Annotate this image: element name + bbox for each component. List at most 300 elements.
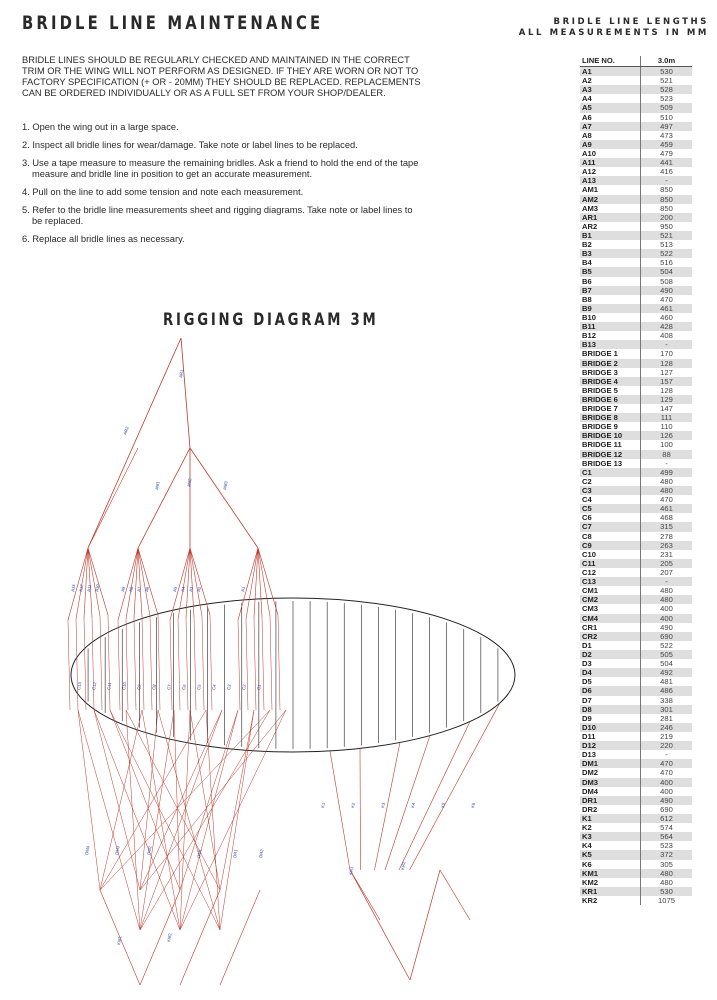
- line-length-cell: 88: [662, 449, 671, 459]
- line-name-cell: DR2: [580, 805, 641, 814]
- line-name-cell: CR1: [580, 623, 641, 632]
- line-name-cell: BRIDGE 13: [580, 459, 641, 468]
- bridle-length-table: [580, 56, 692, 905]
- line-label: C6: [181, 684, 187, 691]
- line-label: A12: [78, 583, 85, 593]
- line-name-cell: D11: [580, 732, 641, 741]
- line-label: A9: [120, 586, 126, 593]
- line-length-cell: 950: [660, 221, 673, 231]
- table-row: [580, 94, 692, 103]
- line-length-cell: 315: [660, 522, 673, 532]
- bridle-line: [180, 710, 286, 930]
- line-name-cell: AM2: [580, 195, 641, 204]
- line-length-cell: 480: [660, 595, 673, 605]
- line-name-cell: C4: [580, 495, 641, 504]
- bridle-line: [110, 710, 180, 890]
- bridle-line: [246, 619, 248, 710]
- line-length-cell: -: [665, 340, 668, 350]
- line-name-cell: BRIDGE 12: [580, 450, 641, 459]
- line-label: K6: [470, 802, 476, 809]
- line-name-cell: AM1: [580, 185, 641, 194]
- table-row: [580, 277, 692, 286]
- bridle-line: [190, 448, 258, 548]
- line-name-cell: D8: [580, 705, 641, 714]
- table-row: [580, 413, 692, 422]
- table-row: [580, 295, 692, 304]
- line-name-cell: A13: [580, 176, 641, 185]
- table-row: [580, 878, 692, 887]
- line-length-cell: 521: [660, 76, 673, 86]
- table-row: [580, 240, 692, 249]
- line-length-cell: -: [665, 458, 668, 468]
- line-label: AM3: [222, 480, 229, 491]
- line-name-cell: A2: [580, 76, 641, 85]
- table-row: [580, 213, 692, 222]
- line-name-cell: B1: [580, 231, 641, 240]
- line-length-cell: 459: [660, 139, 673, 149]
- line-length-cell: 278: [660, 531, 673, 541]
- bridle-line: [100, 616, 102, 710]
- line-name-cell: AR2: [580, 222, 641, 231]
- line-label: C1: [256, 684, 262, 691]
- line-name-cell: C5: [580, 504, 641, 513]
- table-row: [580, 641, 692, 650]
- table-row: [580, 768, 692, 777]
- line-length-cell: 470: [660, 768, 673, 778]
- table-row: [580, 322, 692, 331]
- line-label: C10: [121, 681, 128, 691]
- line-length-cell: 479: [660, 148, 673, 158]
- line-name-cell: B2: [580, 240, 641, 249]
- line-name-cell: A6: [580, 113, 641, 122]
- table-row: [580, 614, 692, 623]
- table-row: [580, 677, 692, 686]
- bridle-line: [68, 620, 70, 710]
- lengths-header: [519, 17, 709, 39]
- line-length-cell: -: [665, 176, 668, 186]
- line-name-cell: D5: [580, 677, 641, 686]
- line-length-cell: 504: [660, 659, 673, 669]
- line-label: C12: [91, 681, 98, 691]
- line-name-cell: BRIDGE 10: [580, 431, 641, 440]
- bridle-line: [76, 619, 78, 710]
- line-label: A5: [172, 586, 178, 593]
- line-name-cell: K1: [580, 814, 641, 823]
- bridle-line: [94, 710, 140, 890]
- table-row: [580, 231, 692, 240]
- bridle-line: [170, 620, 172, 710]
- intro-paragraph: BRIDLE LINES SHOULD BE REGULARLY CHECKED AND MAINTAINED IN THE CORRECT TRIM OR THE WING WILL NOT PERFORM AS DESIGNED. IF THEY ARE WORN OR NOT TO FACTORY SPECIFICATION (+ OR - 20MM) THEY SHOULD BE REPLACED. REPLACEMENTS CAN BE ORDERED INDIVIDUALLY OR AS A FULL SET FROM YOUR SHOP/DEALER.: [22, 55, 421, 98]
- line-length-cell: 690: [660, 631, 673, 641]
- line-label: C3: [226, 684, 232, 691]
- line-label: C9: [136, 684, 142, 691]
- bridle-line: [134, 618, 136, 710]
- table-row: [580, 486, 692, 495]
- line-length-cell: 480: [660, 476, 673, 486]
- line-length-cell: 480: [660, 868, 673, 878]
- line-label: KM2: [166, 932, 173, 943]
- table-row: [580, 504, 692, 513]
- table-row: [580, 459, 692, 468]
- table-row: [580, 340, 692, 349]
- line-name-cell: DM1: [580, 759, 641, 768]
- line-label: DM1: [196, 848, 203, 859]
- line-length-cell: 470: [660, 294, 673, 304]
- table-row: [580, 468, 692, 477]
- line-length-cell: 400: [660, 786, 673, 796]
- line-length-cell: 499: [660, 467, 673, 477]
- line-name-cell: D4: [580, 668, 641, 677]
- line-label: A1: [240, 586, 246, 593]
- table-row: [580, 577, 692, 586]
- bridle-line: [118, 548, 138, 620]
- line-name-cell: BRIDGE 6: [580, 395, 641, 404]
- table-row: [580, 477, 692, 486]
- line-name-cell: DM4: [580, 787, 641, 796]
- line-label: C13: [76, 681, 83, 691]
- line-length-cell: 523: [660, 94, 673, 104]
- line-name-cell: C9: [580, 541, 641, 550]
- table-row: [580, 103, 692, 112]
- line-name-cell: KM2: [580, 878, 641, 887]
- table-row: [580, 185, 692, 194]
- line-name-cell: A9: [580, 140, 641, 149]
- line-length-cell: 100: [660, 440, 673, 450]
- table-row: [580, 176, 692, 185]
- bridle-line: [174, 710, 180, 890]
- table-row: [580, 805, 692, 814]
- table-row: [580, 550, 692, 559]
- line-name-cell: DM3: [580, 778, 641, 787]
- line-name-cell: BRIDGE 8: [580, 413, 641, 422]
- line-name-cell: BRIDGE 1: [580, 349, 641, 358]
- line-name-cell: B9: [580, 304, 641, 313]
- line-name-cell: B13: [580, 340, 641, 349]
- line-label: K4: [410, 802, 416, 809]
- bridle-line: [118, 620, 120, 710]
- line-name-cell: AR1: [580, 213, 641, 222]
- line-name-cell: BRIDGE 2: [580, 359, 641, 368]
- bridle-line: [100, 710, 206, 890]
- line-length-cell: 400: [660, 604, 673, 614]
- line-name-cell: B3: [580, 249, 641, 258]
- line-name-cell: C8: [580, 532, 641, 541]
- table-row: [580, 623, 692, 632]
- rigging-diagram: [0, 330, 560, 1000]
- line-length-cell: 690: [660, 804, 673, 814]
- line-label: DR2: [258, 849, 265, 859]
- bridle-line: [138, 448, 190, 548]
- line-name-cell: A3: [580, 85, 641, 94]
- line-label: C2: [241, 684, 247, 691]
- line-label: C7: [166, 684, 172, 691]
- table-row: [580, 167, 692, 176]
- line-length-cell: 509: [660, 103, 673, 113]
- table-row: [580, 386, 692, 395]
- line-name-cell: D1: [580, 641, 641, 650]
- table-row: [580, 841, 692, 850]
- line-length-cell: 470: [660, 495, 673, 505]
- line-name-cell: D13: [580, 750, 641, 759]
- table-row: [580, 759, 692, 768]
- line-length-cell: 574: [660, 823, 673, 833]
- line-length-cell: 127: [660, 367, 673, 377]
- line-name-cell: A4: [580, 94, 641, 103]
- bridle-line: [262, 617, 264, 710]
- line-name-cell: CM1: [580, 586, 641, 595]
- line-length-cell: 530: [660, 67, 673, 76]
- line-length-cell: 486: [660, 686, 673, 696]
- line-name-cell: C3: [580, 486, 641, 495]
- line-length-cell: 111: [660, 413, 673, 423]
- bridle-line: [100, 710, 270, 890]
- line-name-cell: CM3: [580, 604, 641, 613]
- column-header-size: 3.0m: [657, 56, 676, 65]
- bridle-line: [350, 870, 410, 980]
- bridle-line: [142, 617, 144, 710]
- bridle-line: [126, 710, 220, 890]
- line-length-cell: 110: [660, 422, 673, 432]
- line-length-cell: 416: [660, 167, 673, 177]
- bridle-line: [375, 742, 401, 870]
- line-length-cell: 129: [660, 394, 673, 404]
- table-row: [580, 222, 692, 231]
- line-label: DR1: [232, 849, 239, 859]
- table-row: [580, 395, 692, 404]
- line-name-cell: D10: [580, 723, 641, 732]
- table-row: [580, 131, 692, 140]
- line-length-cell: 530: [660, 886, 673, 896]
- column-header-line: LINE NO.: [580, 56, 641, 66]
- table-row: [580, 195, 692, 204]
- line-name-cell: BRIDGE 3: [580, 368, 641, 377]
- line-name-cell: DM2: [580, 768, 641, 777]
- bridle-line: [140, 710, 222, 930]
- line-length-cell: 480: [660, 486, 673, 496]
- line-name-cell: B11: [580, 322, 641, 331]
- line-name-cell: K3: [580, 832, 641, 841]
- line-label: A6: [144, 586, 150, 593]
- bridle-line: [178, 619, 180, 710]
- line-length-cell: 441: [660, 158, 673, 168]
- bridle-line: [254, 618, 256, 710]
- table-row: [580, 714, 692, 723]
- line-name-cell: CM2: [580, 595, 641, 604]
- table-row: [580, 304, 692, 313]
- line-name-cell: D7: [580, 696, 641, 705]
- bridle-line: [92, 617, 94, 710]
- line-name-cell: BRIDGE 9: [580, 422, 641, 431]
- line-label: K2: [350, 802, 356, 809]
- line-length-cell: 492: [660, 668, 673, 678]
- table-row: [580, 532, 692, 541]
- line-length-cell: 490: [660, 795, 673, 805]
- line-name-cell: CR2: [580, 632, 641, 641]
- line-name-cell: D3: [580, 659, 641, 668]
- line-label: AR2: [122, 425, 130, 436]
- line-name-cell: D9: [580, 714, 641, 723]
- line-length-cell: 480: [660, 586, 673, 596]
- line-name-cell: A11: [580, 158, 641, 167]
- table-row: [580, 76, 692, 85]
- table-row: [580, 869, 692, 878]
- line-length-cell: 490: [660, 285, 673, 295]
- line-name-cell: K2: [580, 823, 641, 832]
- table-row: [580, 750, 692, 759]
- line-name-cell: C2: [580, 477, 641, 486]
- line-name-cell: B6: [580, 277, 641, 286]
- line-length-cell: 219: [660, 731, 673, 741]
- page-title: BRIDLE LINE MAINTENANCE: [22, 12, 324, 34]
- table-body: [580, 67, 692, 905]
- bridle-line: [158, 615, 160, 710]
- table-row: [580, 140, 692, 149]
- table-row: [580, 368, 692, 377]
- line-name-cell: A8: [580, 131, 641, 140]
- line-length-cell: 147: [660, 404, 673, 414]
- line-length-cell: 523: [660, 841, 673, 851]
- line-length-cell: 850: [660, 203, 673, 213]
- table-row: [580, 604, 692, 613]
- table-row: [580, 778, 692, 787]
- line-name-cell: C10: [580, 550, 641, 559]
- table-row: [580, 258, 692, 267]
- line-label: K3: [380, 802, 386, 809]
- line-name-cell: D12: [580, 741, 641, 750]
- line-length-cell: -: [665, 577, 668, 587]
- line-length-cell: 408: [660, 331, 673, 341]
- bridle-line: [140, 710, 158, 890]
- table-row: [580, 85, 692, 94]
- bridle-line: [140, 710, 270, 930]
- line-name-cell: B10: [580, 313, 641, 322]
- table-row: [580, 359, 692, 368]
- table-row: [580, 249, 692, 258]
- bridle-line: [194, 617, 196, 710]
- bridle-line: [150, 616, 152, 710]
- line-length-cell: 461: [660, 504, 673, 514]
- line-length-cell: 246: [660, 722, 673, 732]
- line-length-cell: 510: [660, 112, 673, 122]
- line-name-cell: C11: [580, 559, 641, 568]
- bridle-line: [220, 890, 260, 985]
- table-row: [580, 377, 692, 386]
- line-label: A13: [70, 583, 77, 593]
- table-row: [580, 787, 692, 796]
- line-length-cell: 128: [660, 385, 673, 395]
- table-row: [580, 595, 692, 604]
- line-name-cell: C12: [580, 568, 641, 577]
- table-row: [580, 404, 692, 413]
- line-length-cell: 461: [660, 303, 673, 313]
- line-length-cell: 281: [660, 713, 673, 723]
- table-row: [580, 349, 692, 358]
- bridle-line: [238, 620, 240, 710]
- line-length-cell: 207: [660, 568, 673, 578]
- table-row: [580, 495, 692, 504]
- table-row: [580, 586, 692, 595]
- table-row: [580, 686, 692, 695]
- step-item: 3. Use a tape measure to measure the remaining bridles. Ask a friend to hold the end of the tape measure and bridle line in position to get an accurate measurement.: [22, 158, 419, 179]
- line-label: C4: [211, 684, 217, 691]
- line-length-cell: 372: [660, 850, 673, 860]
- line-name-cell: A7: [580, 122, 641, 131]
- line-length-cell: 468: [660, 513, 673, 523]
- step-item: 5. Refer to the bridle line measurements sheet and rigging diagrams. Take note or label lines to be replaced.: [22, 205, 413, 226]
- table-row: [580, 823, 692, 832]
- line-length-cell: 470: [660, 759, 673, 769]
- line-length-cell: 504: [660, 267, 673, 277]
- line-label: KR1: [348, 866, 355, 876]
- table-row: [580, 796, 692, 805]
- table-row: [580, 67, 692, 76]
- bridle-line: [330, 751, 350, 870]
- table-row: [580, 158, 692, 167]
- line-length-cell: 301: [660, 704, 673, 714]
- maintenance-steps: [22, 122, 422, 252]
- table-row: [580, 659, 692, 668]
- line-name-cell: B7: [580, 286, 641, 295]
- line-label: K1: [320, 802, 326, 809]
- line-length-cell: 513: [660, 240, 673, 250]
- step-item: 6. Replace all bridle lines as necessary.: [22, 234, 185, 244]
- step-item: 4. Pull on the line to add some tension and note each measurement.: [22, 187, 304, 197]
- line-length-cell: 505: [660, 650, 673, 659]
- table-row: [580, 267, 692, 276]
- line-length-cell: 428: [660, 322, 673, 332]
- line-label: DM2: [146, 845, 153, 856]
- bridle-line: [142, 710, 180, 930]
- line-label: C11: [106, 682, 113, 691]
- line-label: A7: [136, 586, 142, 593]
- line-name-cell: BRIDGE 4: [580, 377, 641, 386]
- line-length-cell: 522: [660, 640, 673, 650]
- line-name-cell: DR1: [580, 796, 641, 805]
- line-length-cell: 200: [660, 212, 673, 222]
- line-length-cell: 473: [660, 130, 673, 140]
- table-row: [580, 113, 692, 122]
- table-row: [580, 668, 692, 677]
- table-row: [580, 522, 692, 531]
- table-row: [580, 832, 692, 841]
- line-length-cell: 850: [660, 194, 673, 204]
- bridle-line: [88, 338, 181, 548]
- table-row: [580, 286, 692, 295]
- line-label: AR1: [178, 369, 185, 379]
- line-length-cell: 508: [660, 276, 673, 286]
- line-name-cell: K6: [580, 860, 641, 869]
- line-name-cell: C7: [580, 522, 641, 531]
- line-length-cell: 400: [660, 613, 673, 623]
- table-row: [580, 650, 692, 659]
- step-item: 2. Inspect all bridle lines for wear/damage. Take note or label lines to be replaced.: [22, 140, 358, 150]
- bridle-line: [78, 710, 100, 890]
- line-name-cell: KR2: [580, 896, 641, 905]
- bridle-line: [180, 890, 220, 985]
- step-item: 1. Open the wing out in a large space.: [22, 122, 179, 132]
- bridle-line: [220, 710, 254, 890]
- table-row: [580, 431, 692, 440]
- line-length-cell: 231: [660, 549, 673, 559]
- bridle-line: [440, 870, 470, 920]
- line-length-cell: 338: [660, 695, 673, 705]
- line-name-cell: A5: [580, 103, 641, 112]
- line-name-cell: BRIDGE 5: [580, 386, 641, 395]
- bridle-line: [88, 448, 138, 548]
- line-label: DM4: [84, 845, 91, 856]
- table-row: [580, 850, 692, 859]
- line-length-cell: 850: [660, 185, 673, 195]
